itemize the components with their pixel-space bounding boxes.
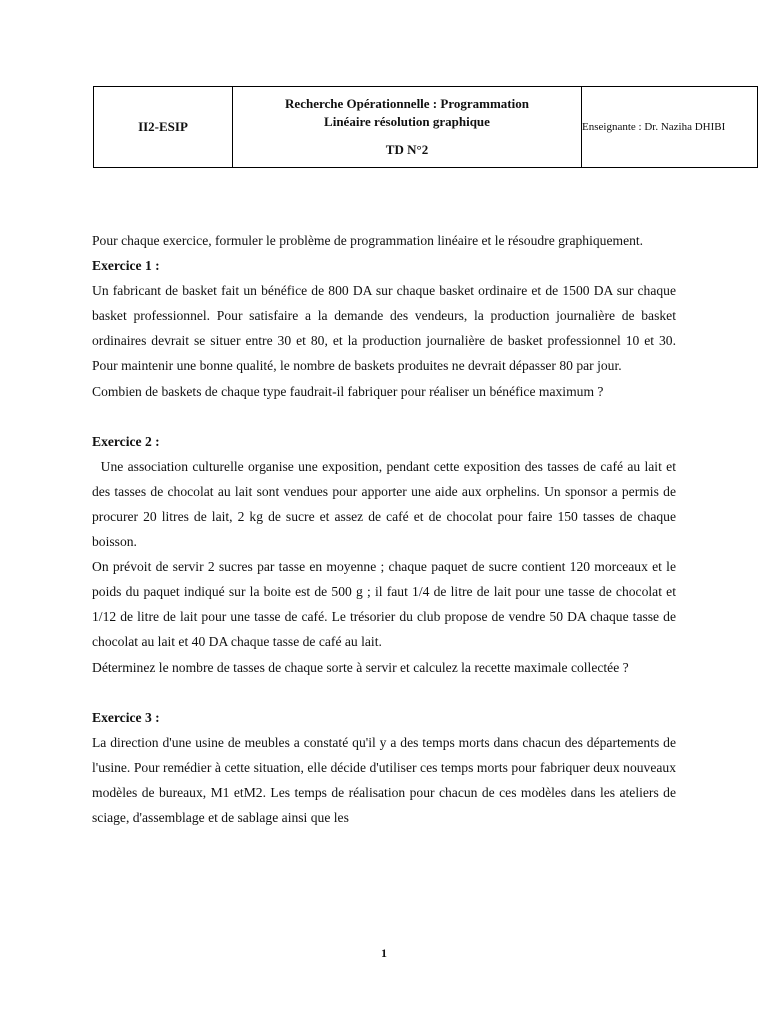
exercise-2-paragraph-3: Déterminez le nombre de tasses de chaque sorte à servir et calculez la recette maximale collectée ? [92,659,629,675]
header-school-cell [94,87,233,168]
spacer [92,680,676,705]
exercise-1-title: Exercice 1 : [92,258,160,274]
header-title-cell [233,87,582,168]
exercise-1-paragraph-2: Combien de baskets de chaque type faudrait-il fabriquer pour réaliser un bénéfice maximum ? [92,383,604,399]
exercise-3-title: Exercice 3 : [92,709,160,725]
header-title-line1: Recherche Opérationnelle : Programmation [285,96,529,111]
header-teacher-cell [582,87,758,168]
intro-paragraph: Pour chaque exercice, formuler le problème de programmation linéaire et le résoudre graphiquement. [92,233,644,248]
exercise-1-paragraph-1: Un fabricant de basket fait un bénéfice de 800 DA sur chaque basket ordinaire et de 1500 DA sur chaque basket professionnel. Pour satisfaire a la demande des vendeurs, la production journalière de basket ordinaires devrait se situer entre 30 et 80, et la production journalière de basket professionnel 10 et 30. Pour maintenir une bonne qualité, le nombre de baskets produites ne devrait dépasser 80 par jour. [92,283,676,374]
header-title-line2: Linéaire résolution graphique [324,114,490,129]
exercise-2-paragraph-1: Une association culturelle organise une exposition, pendant cette exposition des tasses de café au lait et des tasses de chocolat au lait sont vendues pour apporter une aide aux orphelins. Un sponsor a permis de procurer 20 litres de lait, 2 kg de sucre et assez de café et de chocolat pour faire 150 tasses de chaque boisson. [92,458,676,550]
header-table [93,86,758,168]
header-school: II2-ESIP [138,119,188,134]
exercise-2-paragraph-2: On prévoit de servir 2 sucres par tasse en moyenne ; chaque paquet de sucre contient 120 morceaux et le poids du paquet indiqué sur la boite est de 500 g ; il faut 1/4 de litre de lait pour une tasse de chocolat et 1/12 de litre de lait pour une tasse de café. Le trésorier du club propose de vendre 50 DA chaque tasse de chocolat au lait et 40 DA chaque tasse de café au lait. [92,559,676,650]
header-td-number: TD N°2 [385,142,429,157]
page-number: 1 [381,946,387,960]
exercise-2-title: Exercice 2 : [92,433,160,449]
spacer [92,404,676,429]
exercise-3-paragraph-1: La direction d'une usine de meubles a constaté qu'il y a des temps morts dans chacun des départements de l'usine. Pour remédier à cette situation, elle décide d'utiliser ces temps morts pour fabriquer deux nouveaux modèles de bureaux, M1 etM2. Les temps de réalisation pour chacun de ces modèles dans les ateliers de sciage, d'assemblage et de sablage ainsi que les [92,734,676,825]
document-body [92,228,676,830]
header-teacher: Enseignante : Dr. Naziha DHIBI [582,121,726,133]
